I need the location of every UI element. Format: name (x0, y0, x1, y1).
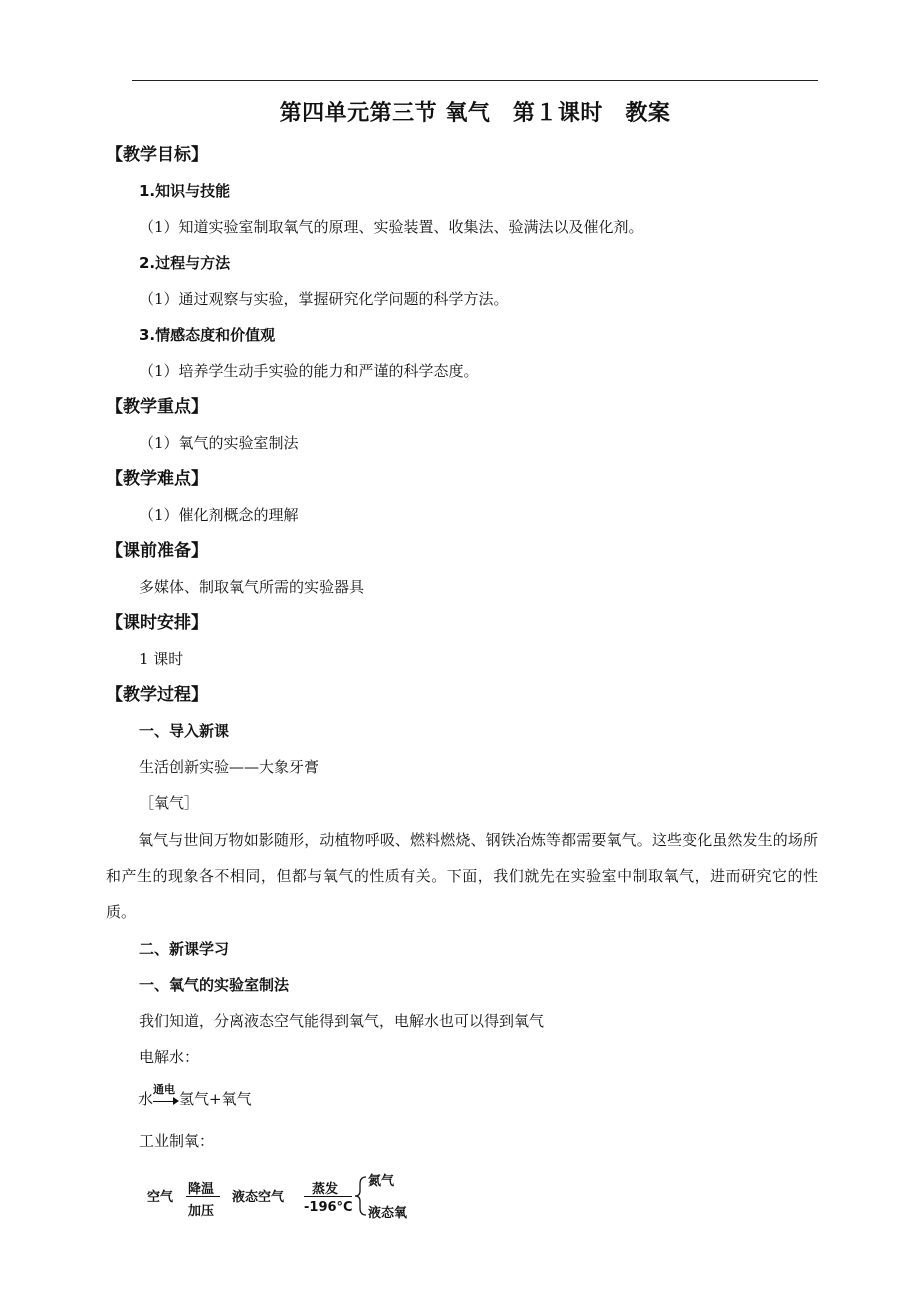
objectives-item-attitude: （1）培养学生动手实验的能力和严谨的科学态度。 (139, 362, 479, 380)
objectives-item-process: （1）通过观察与实验，掌握研究化学问题的科学方法。 (139, 290, 509, 308)
key-points-heading: 【教学重点】 (106, 397, 208, 417)
diagram-cond2-bottom: -196°C (304, 1200, 353, 1215)
schedule-text: 1 课时 (139, 650, 184, 668)
diagram-arrow-line-2 (304, 1196, 352, 1197)
equation-condition: 通电 (153, 1083, 176, 1096)
difficulties-heading: 【教学难点】 (106, 469, 208, 489)
reaction-arrow-icon (153, 1083, 179, 1110)
key-points-item: （1）氧气的实验室制法 (139, 434, 299, 452)
industrial-label: 工业制氧： (139, 1132, 215, 1150)
diagram-out-top: 氮气 (368, 1174, 395, 1189)
objectives-sub-process: 2.过程与方法 (139, 254, 231, 272)
preparation-text: 多媒体、制取氧气所需的实验器具 (139, 578, 365, 596)
electrolysis-equation (138, 1083, 252, 1110)
objectives-item-knowledge: （1）知道实验室制取氧气的原理、实验装置、收集法、验满法以及催化剂。 (139, 218, 644, 236)
process-part2-line: 我们知道，分离液态空气能得到氧气，电解水也可以得到氧气 (139, 1012, 545, 1030)
process-part2-subtitle: 一、氧气的实验室制法 (139, 976, 290, 994)
equation-reactant: 水 (138, 1090, 154, 1108)
diagram-arrow-line-1 (186, 1196, 220, 1197)
objectives-sub-attitude: 3.情感态度和价值观 (139, 326, 276, 344)
process-part1-line: 生活创新实验——大象牙膏 (139, 758, 320, 776)
industrial-oxygen-diagram (140, 1168, 440, 1224)
objectives-heading: 【教学目标】 (106, 145, 208, 165)
equation-products: 氢气+氧气 (179, 1090, 252, 1108)
diagram-cond2-top: 蒸发 (312, 1182, 339, 1197)
document-title: 第四单元第三节 氧气 第１课时 教案 (279, 100, 671, 126)
brace-icon (354, 1176, 368, 1216)
difficulties-item: （1）催化剂概念的理解 (139, 506, 299, 524)
diagram-start: 空气 (147, 1190, 174, 1205)
process-part2-title: 二、新课学习 (139, 940, 230, 958)
process-part1-bracket: ［氧气］ (139, 794, 200, 812)
header-rule (132, 80, 818, 81)
diagram-cond-top: 降温 (188, 1182, 215, 1197)
process-part1-title: 一、导入新课 (139, 722, 230, 740)
electrolysis-label: 电解水： (139, 1048, 200, 1066)
diagram-cond-bottom: 加压 (188, 1204, 215, 1219)
schedule-heading: 【课时安排】 (106, 613, 208, 633)
intro-paragraph-text: 氧气与世间万物如影随形，动植物呼吸、燃料燃烧、钢铁冶炼等都需要氧气。这些变化虽然发生的场所和产生的现象各不相同，但都与氧气的性质有关。下面，我们就先在实验室中制取氧气，进而研究它的性质。 (106, 831, 818, 921)
objectives-sub-knowledge: 1.知识与技能 (139, 182, 231, 200)
diagram-middle: 液态空气 (232, 1190, 285, 1205)
process-heading: 【教学过程】 (106, 685, 208, 705)
diagram-out-bottom: 液态氧 (368, 1206, 408, 1221)
intro-paragraph (106, 822, 818, 930)
preparation-heading: 【课前准备】 (106, 541, 208, 561)
